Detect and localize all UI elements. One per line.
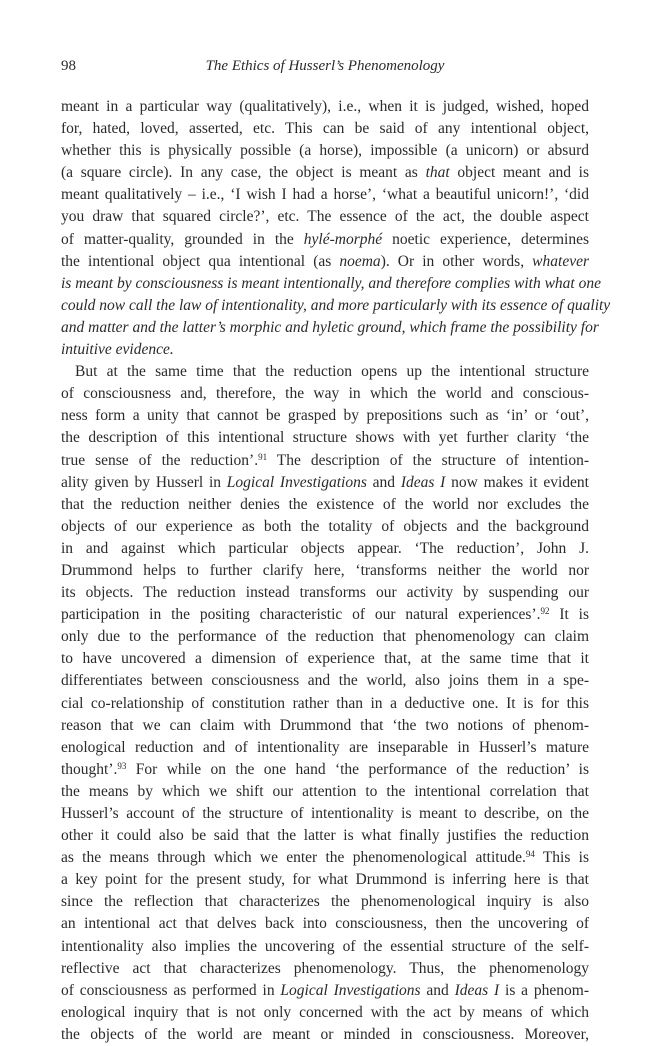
text-segment: This is [534, 849, 589, 867]
page-header [61, 58, 589, 80]
text-segment: other it could also be said that the latter is what finally justifies the reduction [61, 827, 589, 845]
text-segment: Drummond helps to further clarify here, ‘transforms neither the world nor [61, 561, 589, 579]
text-segment: of consciousness and, therefore, the way in which the world and conscious- [61, 385, 589, 403]
text-line [61, 516, 589, 538]
text-segment: reason that we can claim with Drummond that ‘the two notions of phenom- [61, 716, 589, 734]
italic-text: Ideas I [454, 981, 500, 999]
text-line [61, 273, 601, 295]
text-segment: an intentional act that delves back into consciousness, then the uncovering of [61, 915, 589, 933]
text-segment: object meant and is [449, 164, 589, 182]
text-segment: For while on the one hand ‘the performance of the reduction’ is [126, 760, 589, 778]
text-line [61, 781, 589, 803]
text-segment: reflective act that characterizes phenomenology. Thus, the phenomenology [61, 959, 589, 977]
text-line [61, 670, 589, 692]
text-segment: meant qualitatively – i.e., ‘I wish I had a horse’, ‘what a beautiful unicorn!’, ‘did [61, 186, 589, 204]
text-segment: intentionality also implies the uncovering of the essential structure of the self- [61, 937, 589, 955]
text-line [61, 759, 589, 781]
text-segment: cial co-relationship of constitution rather than in a deductive one. It is for this [61, 694, 589, 712]
italic-text: intuitive evidence. [61, 341, 174, 359]
text-segment: that the reduction neither denies the existence of the world nor excludes the [61, 495, 589, 513]
text-line [61, 361, 589, 383]
text-line [61, 427, 589, 449]
italic-text: Logical Investigations [226, 473, 367, 491]
footnote-ref: 92 [540, 606, 550, 617]
text-line [61, 847, 589, 869]
footnote-ref: 91 [258, 451, 268, 462]
text-segment: participation in the positing characteristic of our natural experiences’. [61, 606, 541, 624]
italic-text: hylé-morphé [303, 230, 383, 248]
text-segment: now makes it evident [445, 473, 589, 491]
text-line [61, 891, 589, 913]
text-line [61, 383, 589, 405]
italic-text: noema [339, 252, 381, 270]
footnote-ref: 93 [117, 760, 127, 771]
text-line [61, 737, 589, 759]
text-line [61, 1002, 589, 1024]
text-segment: the objects of the world are meant or minded in consciousness. Moreover, [61, 1025, 589, 1043]
text-segment: The description of the structure of intention- [267, 451, 589, 469]
text-segment: and [420, 981, 455, 999]
footnote-ref: 94 [525, 849, 535, 860]
page-number: 98 [61, 58, 76, 74]
text-line [61, 913, 589, 935]
text-line [61, 980, 589, 1002]
italic-text: Logical Investigations [280, 981, 421, 999]
text-line [61, 450, 589, 472]
text-line [61, 825, 589, 847]
text-line [61, 958, 589, 980]
text-segment: ality given by Husserl in [61, 473, 227, 491]
text-line [61, 96, 589, 118]
text-segment: of consciousness as performed in [61, 981, 281, 999]
text-segment: meant in a particular way (qualitatively), i.e., when it is judged, wished, hoped [61, 98, 589, 115]
text-line [61, 184, 589, 206]
text-line [61, 317, 599, 339]
text-segment: and [366, 473, 401, 491]
text-segment: noetic experience, determines [382, 230, 589, 248]
text-segment: a key point for the present study, for what Drummond is inferring here is that [61, 871, 589, 889]
text-segment: enological reduction and of intentionality are inseparable in Husserl’s mature [61, 738, 589, 756]
text-segment: It is [549, 606, 589, 624]
text-line [61, 295, 611, 317]
text-segment: whether this is physically possible (a horse), impossible (a unicorn) or absurd [61, 142, 589, 160]
text-segment: for, hated, loved, asserted, etc. This can be said of any intentional object, [61, 120, 589, 138]
text-line [61, 118, 589, 140]
body-text [61, 96, 611, 1046]
text-segment: the description of this intentional structure shows with yet further clarity ‘the [61, 429, 589, 447]
italic-text: and matter and the latter’s morphic and hyletic ground, which frame the possibility for [61, 318, 599, 336]
italic-text: is meant by consciousness is meant intentionally, and therefore complies with what one [61, 274, 601, 292]
text-segment: its objects. The reduction instead transforms our activity by suspending our [61, 584, 589, 602]
text-segment: differentiates between consciousness and the world, also joins them in a spe- [61, 672, 589, 690]
text-segment: since the reflection that characterizes the phenomenological inquiry is also [61, 893, 589, 911]
text-line [61, 339, 589, 361]
running-head: The Ethics of Husserl’s Phenomenology [205, 58, 445, 74]
text-line [61, 626, 589, 648]
text-segment: of matter-quality, grounded in the [61, 230, 304, 248]
text-line [61, 582, 589, 604]
text-segment: as the means through which we enter the phenomenological attitude. [61, 849, 526, 867]
italic-text: could now call the law of intentionality, and more particularly with its essence of quality [61, 296, 611, 314]
text-line [61, 538, 589, 560]
text-line [61, 1024, 589, 1046]
text-segment: But at the same time that the reduction opens up the intentional structure [75, 363, 589, 381]
text-segment: the means by which we shift our attention to the intentional correlation that [61, 782, 589, 800]
italic-text: Ideas I [400, 473, 446, 491]
text-line [61, 715, 589, 737]
text-segment: only due to the performance of the reduction that phenomenology can claim [61, 628, 589, 646]
text-line [61, 472, 589, 494]
text-segment: ness form a unity that cannot be grasped by prepositions such as ‘in’ or ‘out’, [61, 407, 589, 425]
text-segment: the intentional object qua intentional (as [61, 252, 340, 270]
text-line [61, 803, 589, 825]
italic-text: that [425, 164, 450, 182]
text-segment: objects of our experience as both the totality of objects and the background [61, 517, 589, 535]
text-line [61, 162, 589, 184]
text-line [61, 560, 589, 582]
text-segment: to have uncovered a dimension of experience that, at the same time that it [61, 650, 589, 668]
text-segment: true sense of the reduction’. [61, 451, 259, 469]
text-line [61, 869, 589, 891]
italic-text: whatever [532, 252, 589, 270]
text-line [61, 229, 589, 251]
text-line [61, 206, 589, 228]
text-segment: is a phenom- [499, 981, 589, 999]
text-segment: thought’. [61, 760, 118, 778]
text-segment: (a square circle). In any case, the object is meant as [61, 164, 426, 182]
text-line [61, 405, 589, 427]
text-line [61, 140, 589, 162]
text-segment: ). Or in other words, [380, 252, 533, 270]
text-line [61, 494, 589, 516]
text-line [61, 604, 589, 626]
text-line [61, 648, 589, 670]
text-line [61, 936, 589, 958]
text-segment: enological inquiry that is not only concerned with the act by means of which [61, 1003, 589, 1021]
text-line [61, 693, 589, 715]
text-segment: in and against which particular objects appear. ‘The reduction’, John J. [61, 539, 589, 557]
text-line [61, 251, 589, 273]
text-segment: you draw that squared circle?’, etc. The essence of the act, the double aspect [61, 208, 589, 226]
text-segment: Husserl’s account of the structure of intentionality is meant to describe, on the [61, 805, 589, 822]
